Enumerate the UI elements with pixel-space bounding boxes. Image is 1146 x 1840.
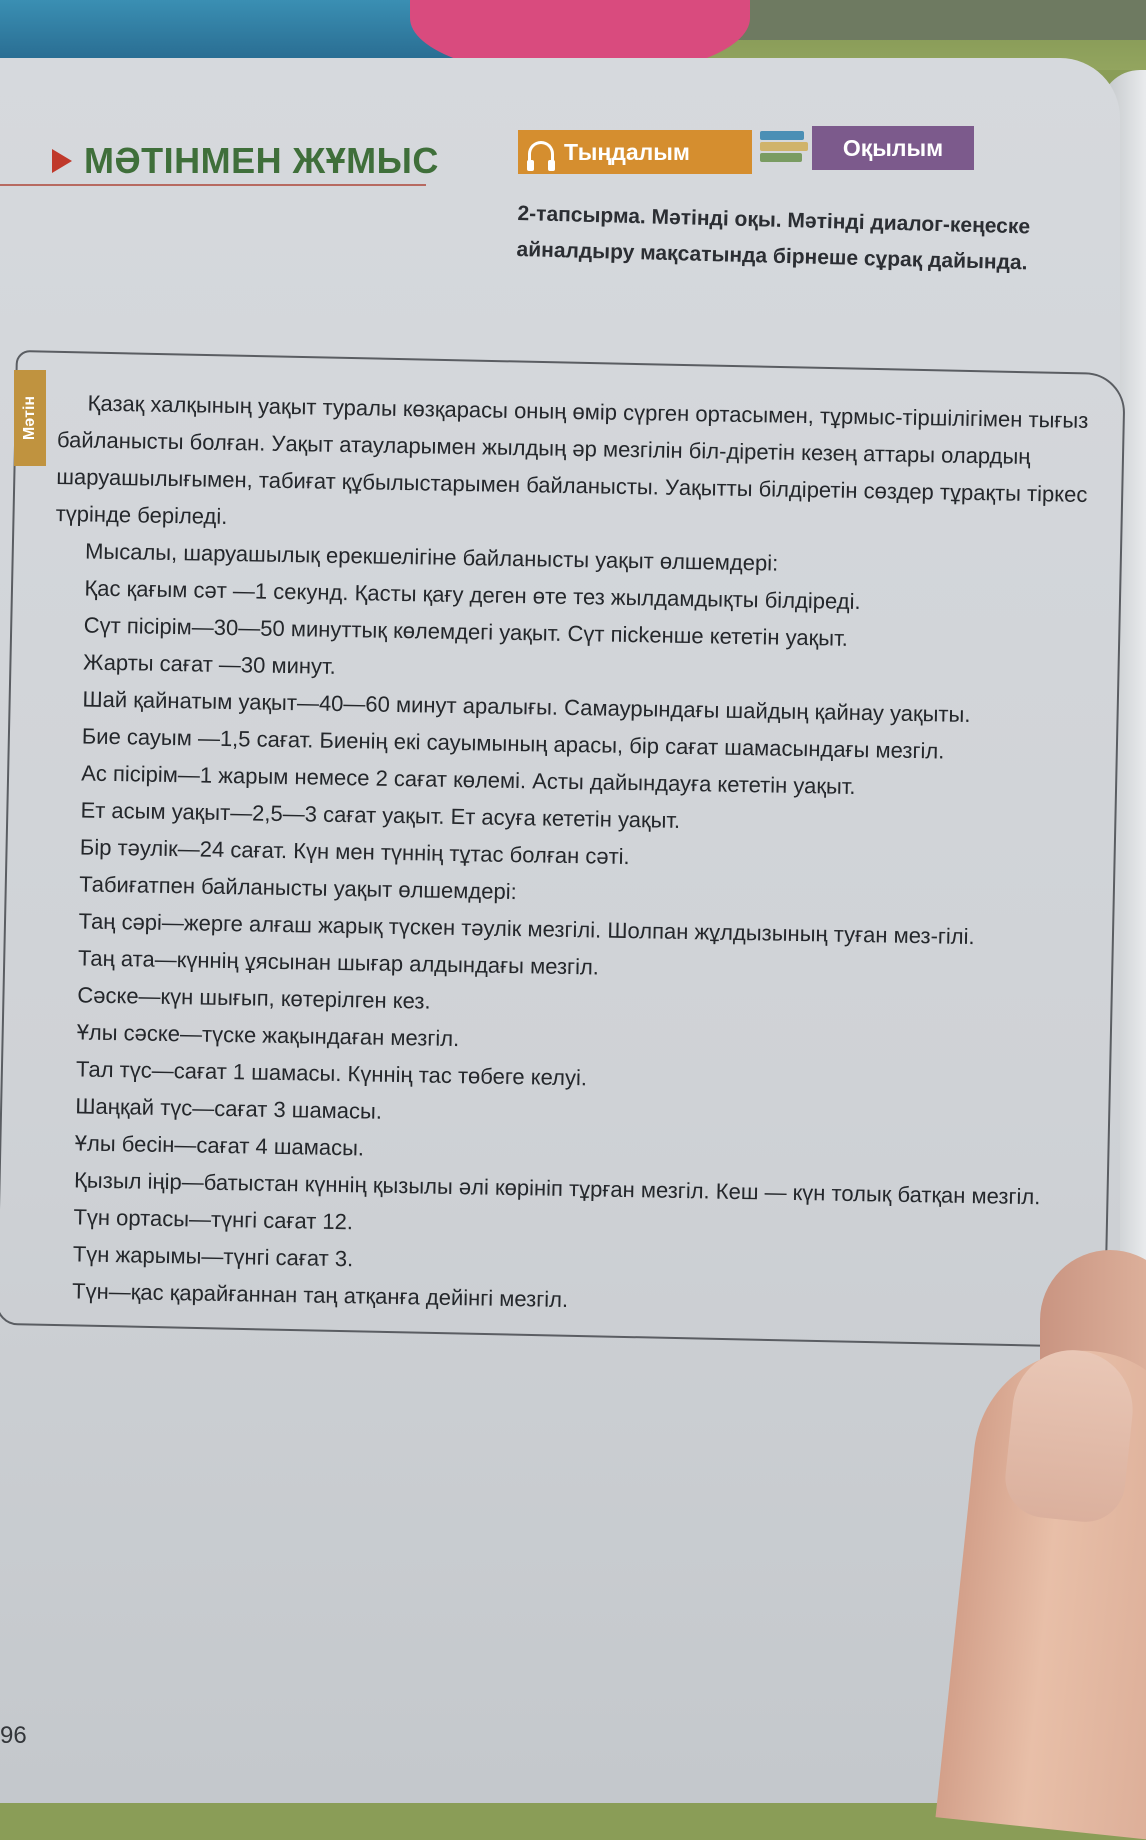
text-line: Сүт пісірім—30—50 минуттық көлемдегі уақыт. Сүт пісkенше кететін уақыт. [83, 612, 849, 651]
text-line: Бие сауым —1,5 сағат. Биенің екі сауымының арасы, бір сағат шамасындағы мезгіл. [81, 723, 945, 764]
text-line: Сәске—күн шығып, көтерілген кез. [77, 982, 431, 1014]
tab-reading-label: Оқылым [842, 134, 944, 161]
text-line: Қызыл іңір—батыстан күннің қызылы әлі көрініп тұрған мезгіл. Кеш — күн толық батқан мезгіл. [73, 1167, 1041, 1210]
text-line: Таң ата—күннің ұясынан шығар алдындағы мезгіл. [77, 945, 600, 980]
tab-reading [812, 126, 974, 170]
section-title-text: МӘТІНМЕН ЖҰМЫС [84, 140, 439, 181]
section-title [52, 140, 439, 182]
text-line: Шай қайнатым уақыт—40—60 минут аралығы. Самаурындағы шайдың қайнау уақыты. [82, 686, 971, 727]
text-line: Бір тәулік—24 сағат. Күн мен түннің тұтас болған сәті. [79, 834, 630, 870]
headphones-icon [528, 141, 554, 163]
tab-listening-label: Тыңдалым [564, 138, 690, 165]
text-line: Қас қағым сәт —1 секунд. Қасты қағу деген өте тез жылдамдықты білдіреді. [84, 575, 861, 615]
text-line: Ет асым уақыт—2,5—3 сағат уақыт. Ет асуға кететін уақыт. [80, 797, 681, 833]
gray-object [710, 0, 1146, 40]
text-line: Табиғатпен байланысты уақыт өлшемдері: [79, 871, 517, 905]
text-body [42, 384, 1100, 1327]
task-instruction [516, 196, 1078, 283]
tab-listening [518, 130, 752, 174]
text-line: Түн жарымы—түнгі сағат 3. [72, 1241, 354, 1272]
text-line: Түн—қас қарайғаннан таң атқанға дейінгі мезгіл. [71, 1278, 569, 1313]
text-line: Мысалы, шаруашылық ерекшелігіне байланысты уақыт өлшемдері: [84, 538, 779, 576]
task-label: 2-тапсырма. [517, 201, 647, 229]
title-underline [0, 184, 426, 186]
text-line: Ас пісірім—1 жарым немесе 2 сағат көлемі. Асты дайындауға кететін уақыт. [80, 760, 856, 799]
text-line: Тал түс—сағат 1 шамасы. Күннің тас төбеге келуі. [75, 1056, 588, 1091]
text-line: Түн ортасы—түнгі сағат 12. [73, 1204, 354, 1235]
text-line: Таң сәрі—жерге алғаш жарық түскен тәулік мезгілі. Шолпан жұлдызының туған мез-гілі. [78, 908, 975, 950]
text-line: Шаңқай түс—сағат 3 шамасы. [75, 1093, 383, 1124]
books-icon [760, 128, 810, 164]
text-paragraph: Қазақ халқының уақыт туралы көзқарасы оның өмір сүрген ортасымен, тұрмыс-тіршілігімен тығыз байланысты болған. Уақыт атауларымен жылдың әр мезгілін біл-діретін кезең аттары олардың шаруашылығымен, табиғат құбылыстарымен байланысты. Уақытты білдіретін сөздер тұрақты тіркес түрінде беріледі. [55, 390, 1089, 529]
triangle-arrow-icon [52, 149, 72, 173]
page-number: 96 [0, 1722, 27, 1749]
side-tab [14, 370, 46, 466]
text-line: Жарты сағат —30 минут. [82, 649, 336, 679]
side-tab-label: Мәтін [21, 395, 39, 441]
text-line: Ұлы бесін—сағат 4 шамасы. [74, 1130, 365, 1161]
task-text: Мәтінді оқы. Мәтінді диалог-кеңеске айналдыру мақсатында бірнеше сұрақ дайында. [516, 205, 1031, 275]
text-line: Ұлы сәске—түске жақындаған мезгіл. [76, 1019, 460, 1052]
